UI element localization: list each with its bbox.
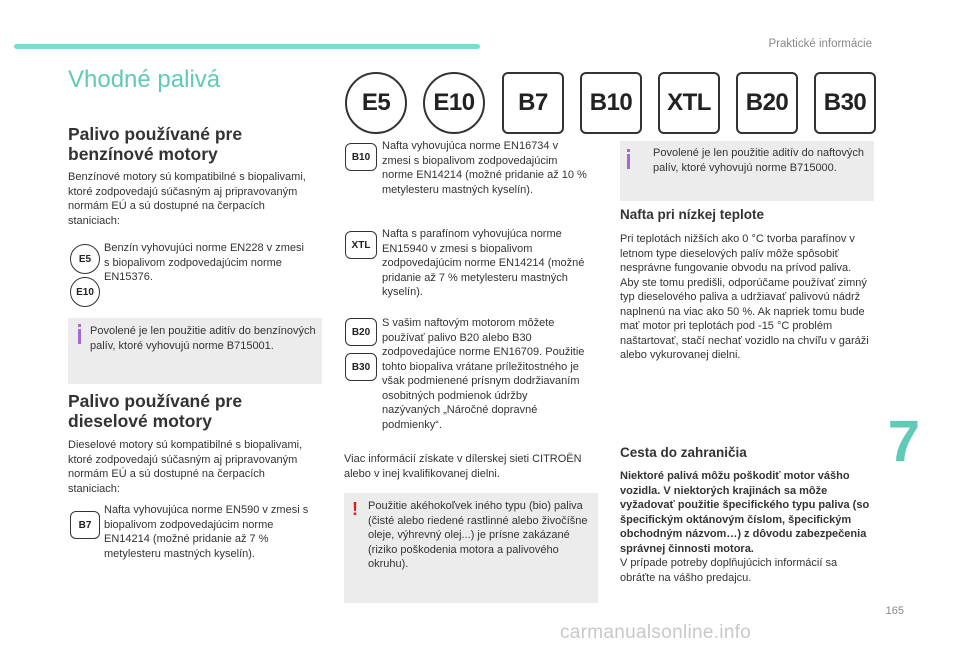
info-icon [78, 324, 81, 327]
badge-b20-small-icon: B20 [345, 318, 377, 346]
warning-box [344, 493, 598, 603]
header-accent-bar [14, 44, 480, 49]
xtl-desc: Nafta s parafínom vyhovujúca norme EN15940 v zmesi s biopalivom zodpovedajúcim norme EN14214 (možné pridanie až 7 % metylesteru mastných kyselín). [382, 228, 585, 298]
page-title: Vhodné palivá [68, 66, 221, 93]
b10-desc: Nafta vyhovujúca norme EN16734 v zmesi s biopalivom zodpovedajúcim norme EN14214 (možné pridanie až 10 % metylesteru mastných kyselín). [382, 140, 587, 196]
chapter-number: 7 [887, 409, 920, 474]
badge-b7-small-icon: B7 [70, 511, 100, 539]
gasoline-desc: Benzín vyhovujúci norme EN228 v zmesi s biopalivom zodpovedajúcim norme EN15376. [104, 242, 304, 283]
info-icon [627, 149, 630, 152]
badge-b20-icon: B20 [736, 72, 798, 134]
diesel-intro: Dieselové motory sú kompatibilné s biopalivami, ktoré zodpovedajú súčasným aj pripravovaným normám EÚ a sú dostupné na čerpacích staniciach: [68, 439, 303, 495]
cold-text: Pri teplotách nižších ako 0 °C tvorba parafínov v letnom type dieselových palív môže spôsobiť nesprávne fungovanie obvodu na prívod paliva. Aby ste tomu predišli, odporúčame používať zimný typ dieselového paliva a udržiavať palivovú nádrž naplnenú na viac ako 50 %. Ak napriek tomu bude mať motor pri teplotách pod -15 °C problém naštartovať, stačí nechať vozidlo na chvíľu v garáži alebo vykurovanej dielni. [620, 233, 869, 361]
b20-b30-desc: S vašim naftovým motorom môžete používať palivo B20 alebo B30 zodpovedajúce norme EN16709. Použitie tohto biopaliva vrátane príležitostného je však podmienené prísnym dodržiavaním osobitných podmienok údržby nazývaných „Náročné dopravné podmienky“. [382, 317, 585, 431]
diesel-note: Povolené je len použitie aditív do naftových palív, ktoré vyhovujú norme B715000. [653, 147, 864, 174]
badge-xtl-small-icon: XTL [345, 231, 377, 259]
badge-e5-icon: E5 [345, 72, 407, 134]
more-info-text: Viac informácií získate v dílerskej sieti CITROËN alebo v inej kvalifikovanej dielni. [344, 453, 582, 480]
badge-e10-icon: E10 [423, 72, 485, 134]
badge-e5-small-icon: E5 [70, 244, 100, 274]
badge-e10-small-icon: E10 [70, 277, 100, 307]
abroad-text: V prípade potreby doplňujúcich informácií sa obráťte na vášho predajcu. [620, 557, 838, 584]
abroad-heading: Cesta do zahraničia [620, 445, 747, 460]
abroad-content [620, 469, 874, 585]
diesel-b7-desc: Nafta vyhovujúca norme EN590 v zmesi s biopalivom zodpovedajúcim norme EN14214 (možné pridanie až 7 % metylesteru mastných kyselín). [104, 504, 309, 560]
section-title: Praktické informácie [768, 38, 872, 50]
badge-b30-icon: B30 [814, 72, 876, 134]
badge-b30-small-icon: B30 [345, 353, 377, 381]
cold-heading: Nafta pri nízkej teplote [620, 207, 765, 222]
badge-b7-icon: B7 [502, 72, 564, 134]
badge-b10-icon: B10 [580, 72, 642, 134]
page-number: 165 [885, 605, 904, 617]
gasoline-note-box [68, 318, 322, 384]
gasoline-note: Povolené je len použitie aditív do benzínových palív, ktoré vyhovujú norme B715001. [90, 325, 316, 352]
badge-xtl-icon: XTL [658, 72, 720, 134]
warning-text: Použitie akéhokoľvek iného typu (bio) paliva (čisté alebo riedené rastlinné alebo živočíšne oleje, výhrevný olej...) je prísne zakázané (riziko poškodenia motora a palivového okruhu). [368, 500, 588, 570]
badge-b10-small-icon: B10 [345, 143, 377, 171]
warning-icon: ! [352, 499, 358, 519]
gasoline-intro: Benzínové motory sú kompatibilné s biopalivami, ktoré zodpovedajú súčasným aj pripravovaným normám EÚ a sú dostupné na čerpacích staniciach: [68, 171, 306, 227]
diesel-heading: Palivo používané pre dieselové motory [68, 391, 243, 431]
diesel-note-box [620, 141, 874, 201]
watermark: carmanualsonline.info [560, 622, 752, 643]
gasoline-heading: Palivo používané pre benzínové motory [68, 124, 243, 164]
abroad-bold-text: Niektoré palivá môžu poškodiť motor vášho vozidla. V niektorých krajinách sa môže vyžadovať použitie špecifického typu paliva (so špecifickým oktánovým číslom, špecifickým obchodným názvom…) z dôvodu zabezpečenia správnej činnosti motora. [620, 470, 870, 555]
